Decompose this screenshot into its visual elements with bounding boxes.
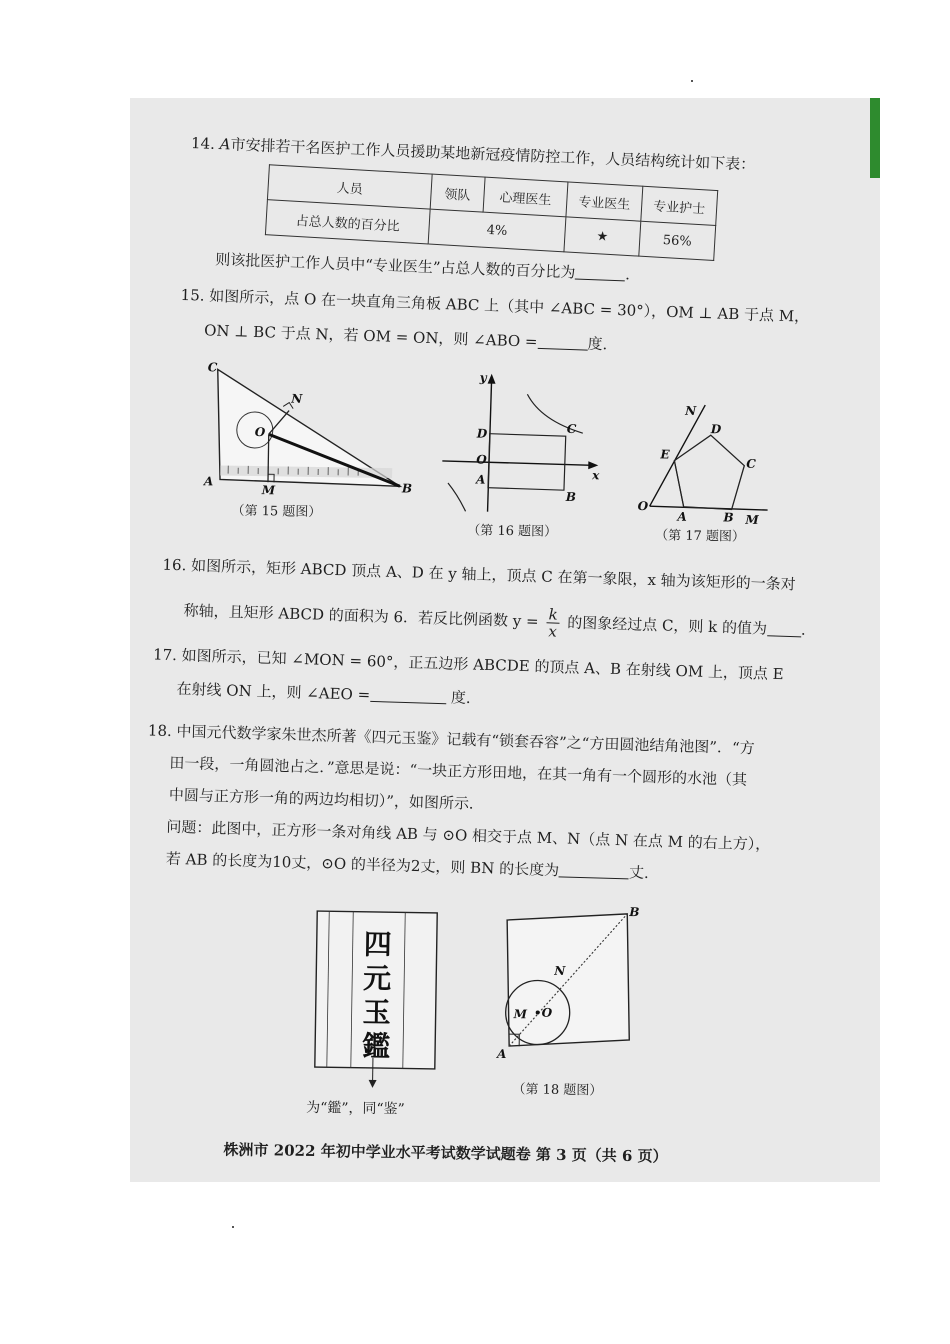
svg-text:B: B xyxy=(723,510,734,525)
book-caption: 为“鑑”，同“鉴” xyxy=(306,1099,405,1118)
svg-text:M: M xyxy=(261,483,276,498)
header-cell: 专业医生 xyxy=(566,182,643,221)
header-cell: 心理医生 xyxy=(483,177,568,217)
svg-text:A: A xyxy=(677,509,687,524)
q15-line1: 15. 如图所示，点 O 在一块直角三角板 ABC 上（其中 ∠ABC = 30°），OM ⊥ AB 于点 M， xyxy=(180,285,810,326)
svg-text:A: A xyxy=(475,472,486,487)
svg-text:N: N xyxy=(291,391,303,406)
svg-text:O: O xyxy=(476,452,487,467)
fig16-caption: （第 16 题图） xyxy=(467,523,558,540)
svg-text:N: N xyxy=(554,963,566,978)
fig17-caption: （第 17 题图） xyxy=(655,528,746,545)
q17-line2: 在射线 ON 上，则 ∠AEO = 度. xyxy=(176,679,471,708)
q16-line1: 16. 如图所示，矩形 ABCD 顶点 A、D 在 y 轴上，顶点 C 在第一象限，x 轴为该矩形的一条对 xyxy=(162,555,796,594)
svg-text:N: N xyxy=(685,403,697,418)
merged-value: 4% xyxy=(428,209,566,252)
svg-text:M: M xyxy=(513,1007,528,1022)
svg-text:C: C xyxy=(746,456,757,471)
svg-text:B: B xyxy=(629,904,640,920)
svg-text:O: O xyxy=(637,499,649,514)
svg-text:A: A xyxy=(203,474,214,489)
figure-18 xyxy=(493,904,645,1066)
q18-line1: 18. 中国元代数学家朱世杰所著《四元玉鉴》记载有“锁套吞容”之“方田圆池结角池图”．“方 xyxy=(147,721,755,758)
header-cell: 专业护士 xyxy=(641,186,718,225)
q18-line3: 中圆与正方形一角的两边均相切）”，如图所示． xyxy=(168,785,485,814)
q17-line1: 17. 如图所示，已知 ∠MON = 60°，正五边形 ABCDE 的顶点 A、B 在射线 OM 上，顶点 E xyxy=(152,645,784,684)
photo-area xyxy=(130,98,880,1182)
row-label: 占总人数的百分比 xyxy=(265,200,430,244)
speck xyxy=(232,1226,234,1228)
svg-text:B: B xyxy=(565,489,577,505)
nurse-value: 56% xyxy=(639,221,716,260)
page-footer: 株洲市 2022 年初中学业水平考试数学试题卷 第 3 页（共 6 页） xyxy=(223,1140,668,1166)
speck xyxy=(691,80,693,82)
svg-text:D: D xyxy=(710,422,722,437)
star-cell: ★ xyxy=(564,217,641,256)
figure-15 xyxy=(202,360,414,498)
q14-intro: 14. A市安排若干名医护工作人员援助某地新冠疫情防控工作，人员结构统计如下表： xyxy=(190,133,756,174)
q15-line2: ON ⊥ BC 于点 N，若 OM = ON，则 ∠ABO = 度. xyxy=(203,321,608,354)
svg-text:C: C xyxy=(207,360,218,375)
figure-17 xyxy=(635,396,777,527)
svg-text:O: O xyxy=(541,1005,553,1020)
svg-text:D: D xyxy=(476,426,488,441)
svg-text:A: A xyxy=(496,1046,507,1062)
svg-text:O: O xyxy=(254,425,266,440)
q14-question: 则该批医护工作人员中“专业医生”占总人数的百分比为 ． xyxy=(214,250,641,284)
fig15-caption: （第 15 题图） xyxy=(231,503,322,521)
svg-text:x: x xyxy=(592,468,600,483)
fig18-caption: （第 18 题图） xyxy=(512,1082,603,1099)
svg-text:E: E xyxy=(660,447,670,462)
header-cell: 人员 xyxy=(267,165,432,209)
header-cell: 领队 xyxy=(430,174,485,212)
q18-line2: 田一段，一角圆池占之．”意思是说：“一块正方形田地，在其一角有一个圆形的水池（其 xyxy=(169,753,748,789)
book-title: 四元玉鑑 xyxy=(361,927,392,1064)
q14-table xyxy=(265,164,718,261)
q18-line4: 问题：此图中，正方形一条对角线 AB 与 ⊙O 相交于点 M、N（点 N 在点 M 的右上方）， xyxy=(166,817,771,854)
q16-line2: 称轴，且矩形 ABCD 的面积为 6．若反比例函数 y = $\frac{k}{x}$ 的图象经过点 C，则 k 的值为 ． xyxy=(183,601,817,641)
svg-text:C: C xyxy=(566,421,577,437)
svg-text:B: B xyxy=(401,481,413,496)
figure-16 xyxy=(441,371,603,523)
exam-page xyxy=(130,98,880,1182)
q18-line5: 若 AB 的长度为10丈，⊙O 的半径为2丈，则 BN 的长度为 丈. xyxy=(165,849,650,882)
svg-text:M: M xyxy=(745,512,759,527)
svg-text:y: y xyxy=(479,370,487,385)
